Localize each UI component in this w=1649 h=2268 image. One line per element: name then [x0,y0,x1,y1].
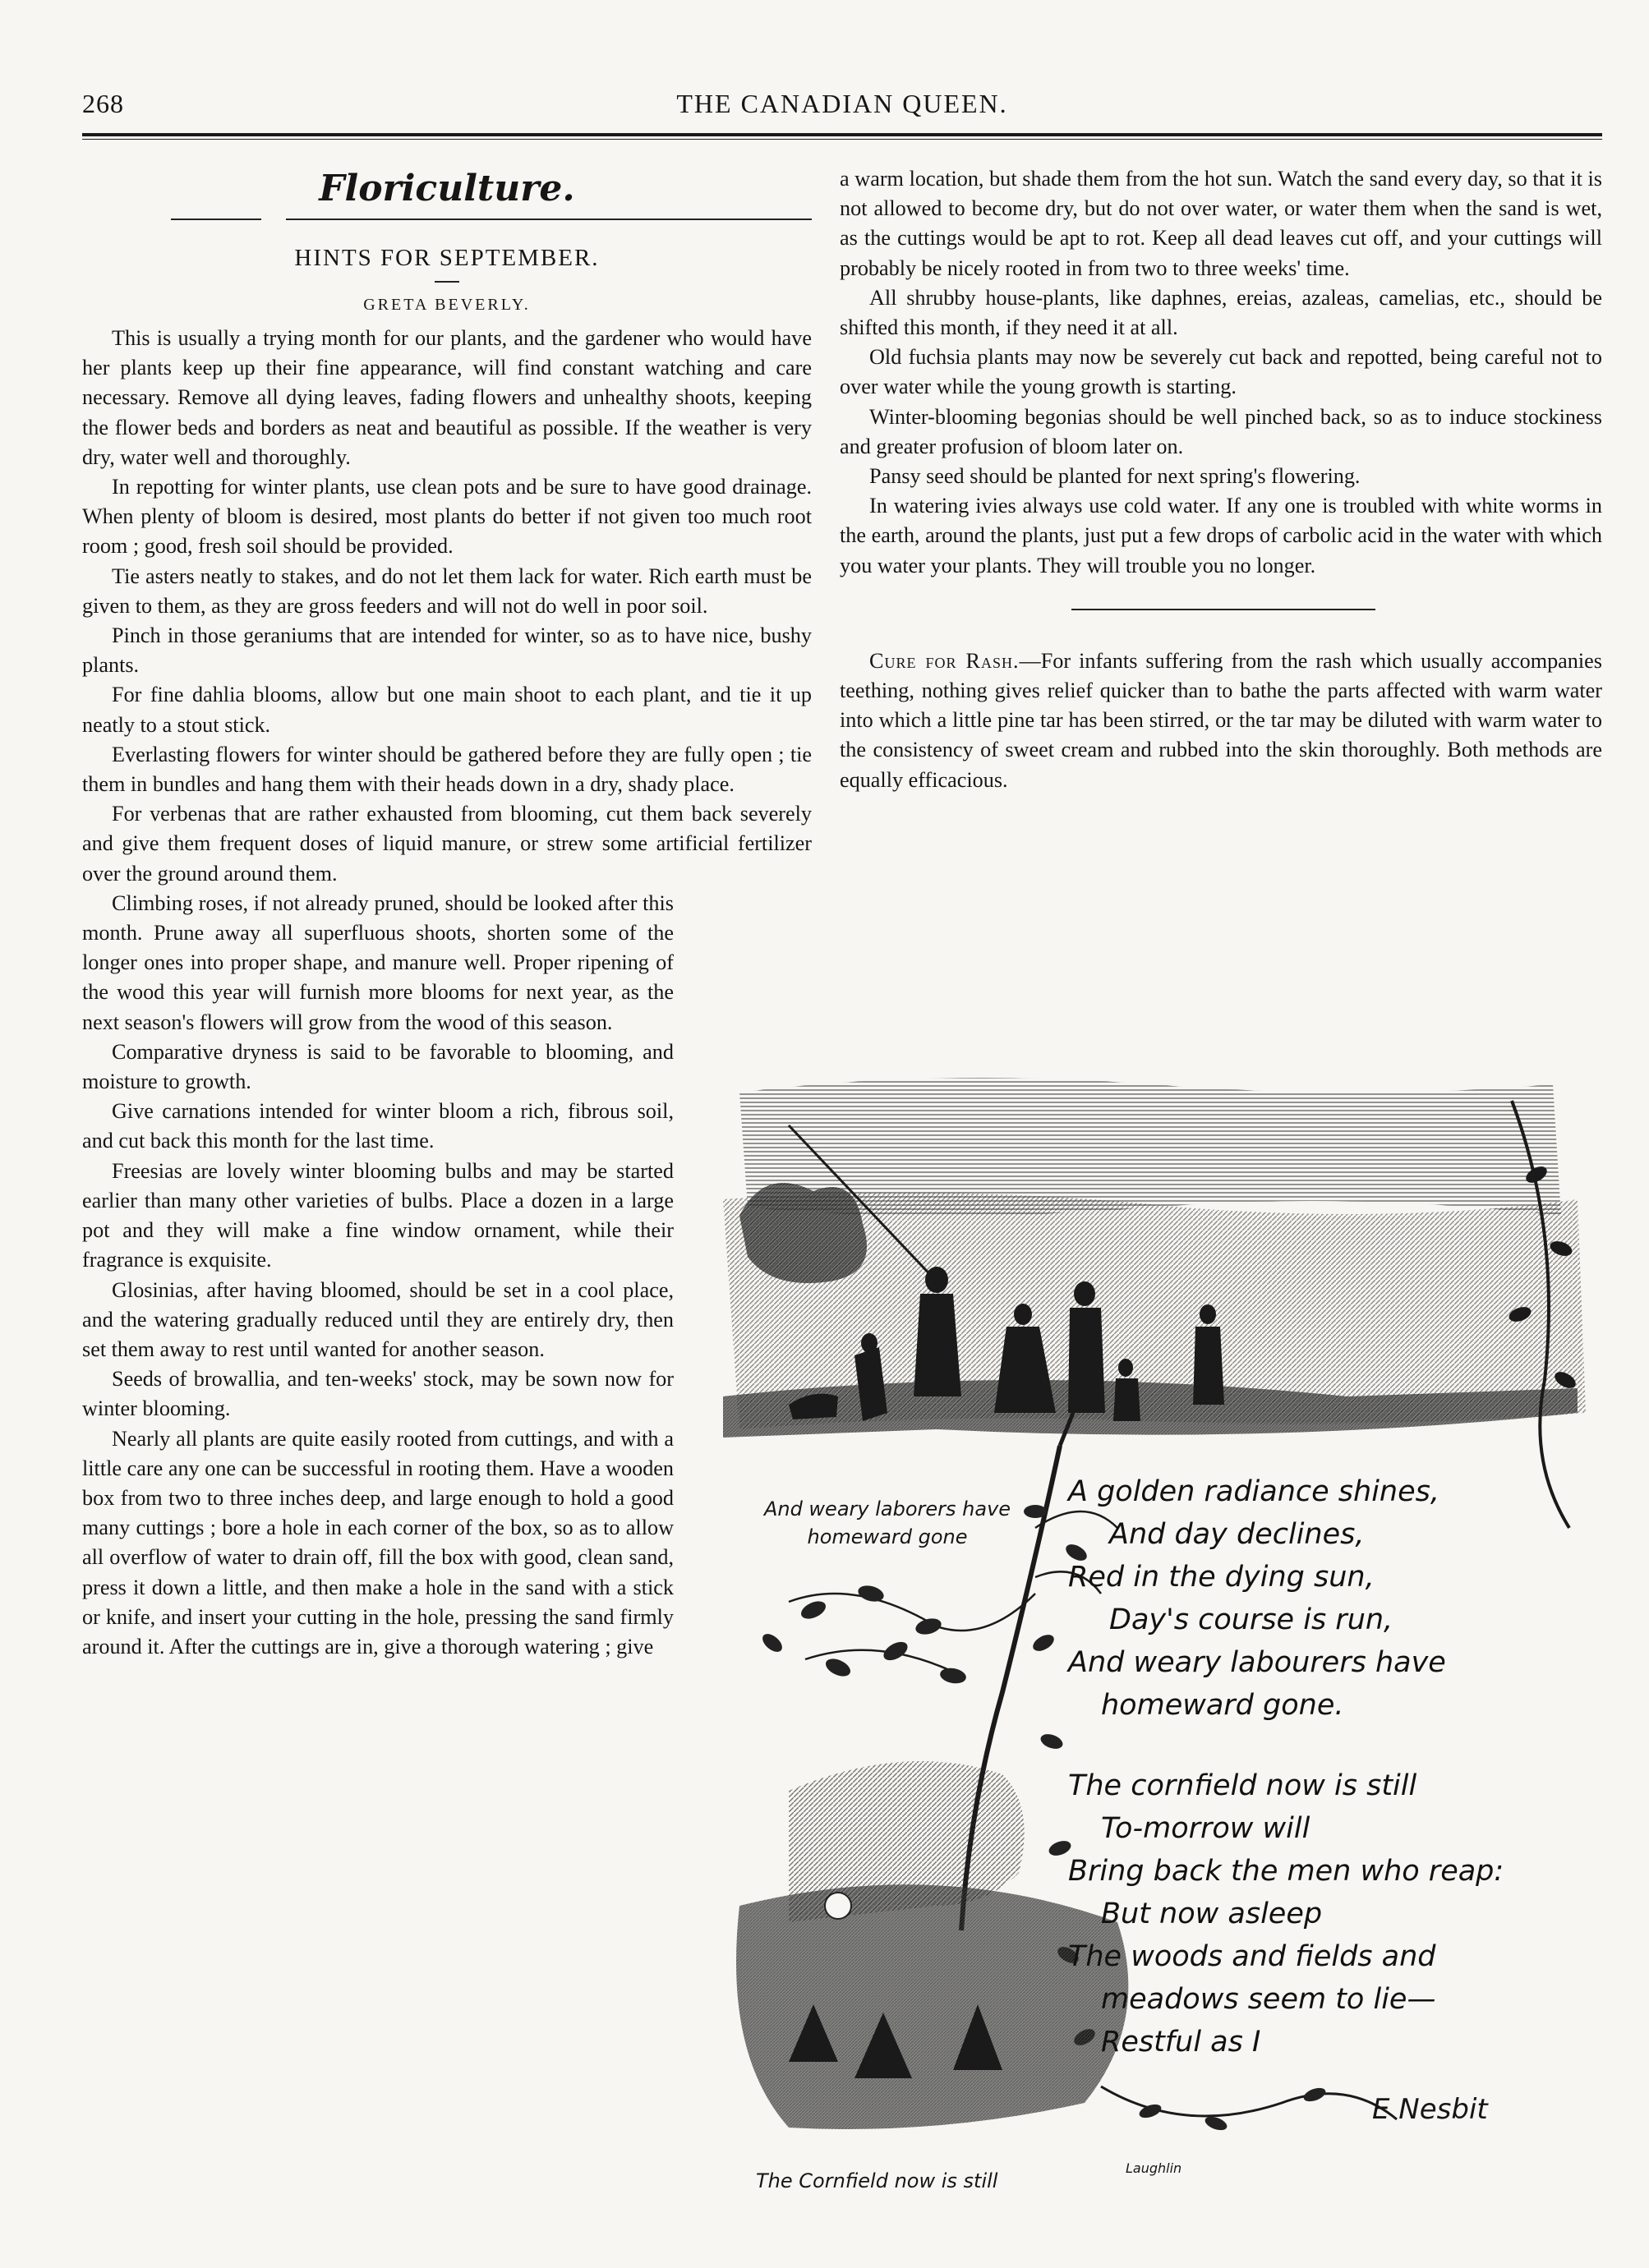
running-header [82,89,1602,130]
caption-bottom: The Cornfield now is still [756,2169,998,2192]
article-paragraph: Seeds of browallia, and ten-weeks' stock, may be sown now for winter blooming. [82,1367,674,1421]
article-paragraph: For fine dahlia blooms, allow but one main shoot to each plant, and tie it up neatly to a stout stick. [82,683,812,737]
poem-line: meadows seem to lie— [1101,1983,1436,2016]
article-paragraph: This is usually a trying month for our plants, and the gardener who would have her plants keep up their fine appearance, will find constant watching and care necessary. Remove all dying leaves, fading flowers and unhealthy shoots, keeping the flower beds and borders as neat and beautiful as possible. If the weather is very dry, water well and thoroughly. [82,326,812,469]
poem-stanza-1 [1068,1470,1594,1727]
poem-line: To-morrow will [1101,1812,1310,1845]
title-rule [286,219,812,220]
article-paragraph: Freesias are lovely winter blooming bulbs and may be started earlier than many other varieties of bulbs. Place a dozen in a large pot and they will make a fine window ornament, while their fragrance is exquisite. [82,1158,674,1272]
poem-line: Restful as I [1101,2026,1261,2059]
cure-text: —For infants suffering from the rash which usually accompanies teething, nothing gives relief quicker than to bathe the parts affected with warm water into which a little pine tar has been stirred, or the tar may be diluted with warm water to the consistency of sweet cream and rubbed into the skin thoroughly. Both methods are equally efficacious. [840,648,1602,792]
article-paragraph: In repotting for winter plants, use clean pots and be sure to have good drainage. When plenty of bloom is desired, most plants do better if not given too much root room ; good, fresh soil should be provided. [82,475,812,559]
poem-line: A golden radiance shines, [1068,1475,1440,1508]
article-paragraph: Pansy seed should be planted for next spring's flowering. [869,464,1361,489]
article-paragraph: Give carnations intended for winter bloom a rich, fibrous soil, and cut back this month for the last time. [82,1099,674,1153]
header-rule [82,133,1602,136]
poem-line: But now asleep [1101,1898,1323,1930]
narrow-text-block [82,889,674,1662]
article-paragraph: Tie asters neatly to stakes, and do not let them lack for water. Rich earth must be given to them, as they are gross feeders and will not do well in poor soil. [82,564,812,618]
poem-line: Red in the dying sun, [1068,1561,1375,1594]
subhead-rule [435,281,459,283]
poem-line: homeward gone. [1101,1689,1344,1722]
cure-heading: Cure for Rash. [869,648,1020,673]
header-rule-thin [82,139,1602,140]
poem-line: And day declines, [1109,1518,1365,1551]
cure-for-rash-paragraph [840,646,1602,795]
poem-signature: E Nesbit [1372,2093,1488,2126]
article-paragraph: Climbing roses, if not already pruned, should be looked after this month. Prune away all superfluous shoots, shorten some of the longer ones into proper shape, and manure well. Proper ripening of the wood this year will furnish more blooms for next year, as the next season's flowers will grow from the wood of this season. [82,890,674,1034]
article-paragraph: Everlasting flowers for winter should be gathered before they are fully open ; tie them in bundles and hang them with their heads down in a dry, shady place. [82,742,812,797]
poem-line: Bring back the men who reap: [1068,1855,1504,1888]
poem-line: The woods and fields and [1068,1940,1436,1973]
article-paragraph: Old fuchsia plants may now be severely cut back and repotted, being careful not to over water while the young growth is starting. [840,345,1602,399]
article-paragraph: For verbenas that are rather exhausted from blooming, cut them back severely and give them frequent doses of liquid manure, or strew some artificial fertilizer over the ground around them. [82,802,812,886]
article-paragraph: Winter-blooming begonias should be well pinched back, so as to induce stockiness and greater profusion of bloom later on. [840,404,1602,458]
article-paragraph: Comparative dryness is said to be favorable to blooming, and moisture to growth. [82,1039,674,1094]
poem-stanza-2 [1068,1764,1594,2063]
poem-line: And weary labourers have [1068,1646,1446,1679]
poem-line: Day's course is run, [1109,1603,1393,1636]
magazine-title: THE CANADIAN QUEEN. [676,89,1008,118]
article-paragraph: Pinch in those geraniums that are intended for winter, so as to have nice, bushy plants. [82,623,812,678]
article-byline: GRETA BEVERLY. [363,296,531,314]
poem-line: The cornfield now is still [1068,1769,1417,1802]
article-paragraph: Nearly all plants are quite easily rooted from cuttings, and with a little care any one can be successful in rooting them. Have a wooden box from two to three inches deep, and large enough to hold a good many cuttings ; bore a hole in each corner of the box, so as to allow all overflow of water to drain off, fill the box with good, clean sand, press it down a little, and then make a hole in the sand with a stick or knife, and insert your cutting in the hole, pressing the sand firmly around it. After the cuttings are in, give a thorough watering ; give [82,1426,674,1658]
article-paragraph: All shrubby house-plants, like daphnes, ereias, azaleas, camelias, etc., should be shifted this month, if they need it at all. [840,285,1602,340]
caption-top: And weary laborers have homeward gone [763,1497,1011,1548]
artist-signature: Laughlin [1126,2160,1182,2176]
page-number: 268 [82,89,124,118]
article-paragraph: Glosinias, after having bloomed, should be set in a cool place, and the watering gradually reduced until they are entirely dry, then set them away to rest until wanted for another season. [82,1277,674,1361]
section-separator [1071,609,1375,610]
poem [1068,1470,1594,2063]
article-paragraph: a warm location, but shade them from the hot sun. Watch the sand every day, so that it is not allowed to become dry, but do not over water, or water them when the sand is wet, as the cuttings would be apt to rot. Keep all dead leaves cut off, and your cuttings will probably be nicely rooted in from two to three weeks' time. [840,167,1602,280]
article-subhead: HINTS FOR SEPTEMBER. [294,245,600,271]
section-title: Floriculture. [319,168,575,209]
article-paragraph: In watering ivies always use cold water. If any one is troubled with white worms in the earth, around the plants, just put a few drops of carbolic acid in the water with which you water your plants. They will trouble you no longer. [840,494,1602,577]
right-column [840,164,1602,795]
